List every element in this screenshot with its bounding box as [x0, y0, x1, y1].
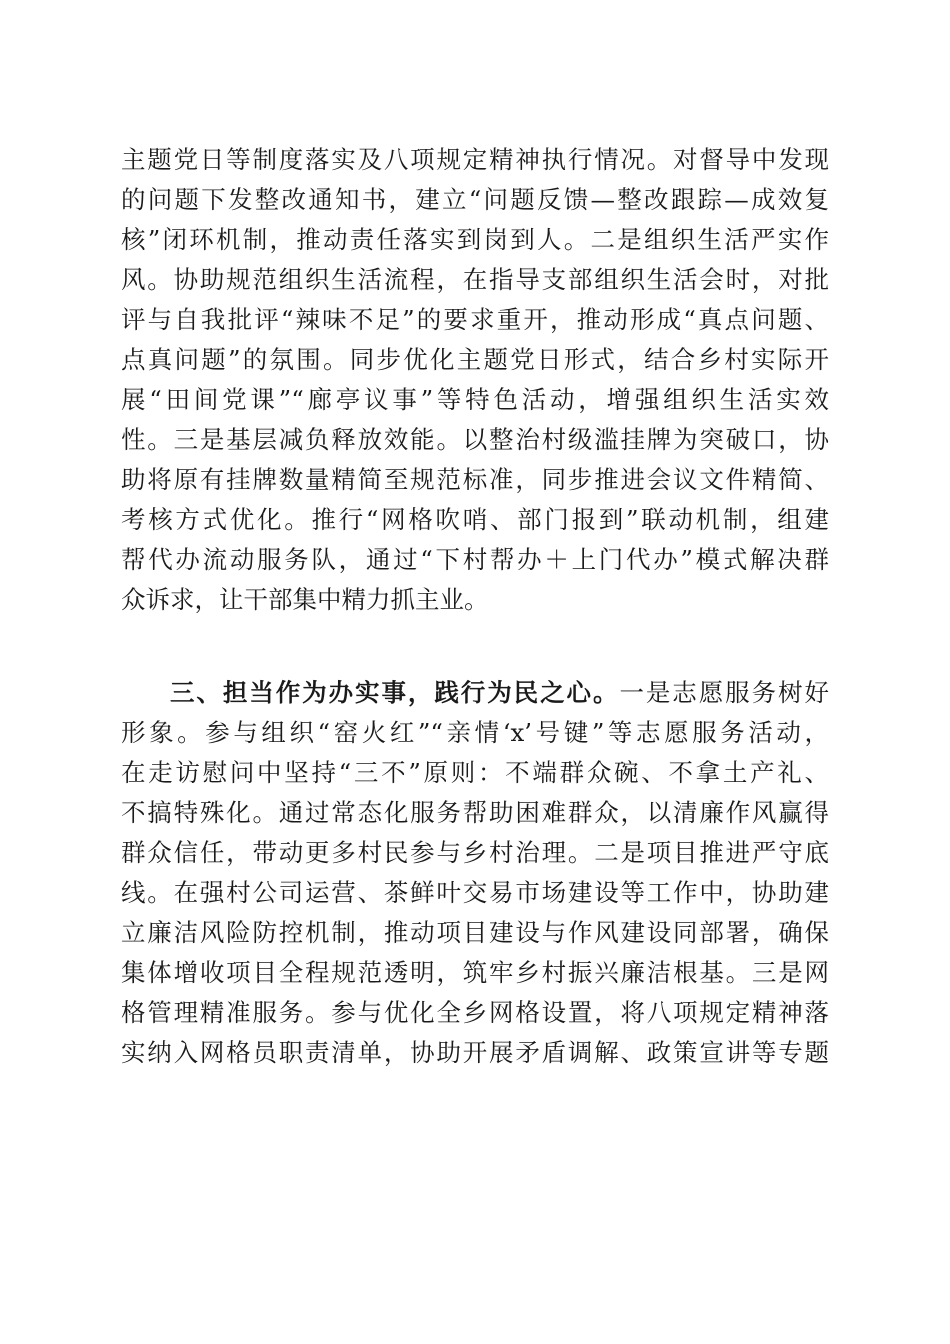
paragraph-line: 风。协助规范组织生活流程，在指导支部组织生活会时，对批: [121, 265, 829, 294]
paragraph-line: 助将原有挂牌数量精简至规范标准，同步推进会议文件精简、: [121, 465, 829, 494]
paragraph-line: 主题党日等制度落实及八项规定精神执行情况。对督导中发现: [121, 145, 829, 174]
paragraph-line: 在走访慰问中坚持“三不”原则：不端群众碗、不拿土产礼、: [121, 758, 829, 787]
section-heading: 三、担当作为办实事，践行为民之心。: [170, 678, 620, 707]
paragraph-line: 展“田间党课”“廊亭议事”等特色活动，增强组织生活实效: [121, 385, 829, 414]
paragraph-line: 帮代办流动服务队，通过“下村帮办＋上门代办”模式解决群: [121, 545, 829, 574]
paragraph-line: 形象。参与组织“窑火红”“亲情‘x’号键”等志愿服务活动，: [121, 718, 829, 747]
paragraph-serve-the-people: [121, 673, 829, 1073]
paragraph-line: 核”闭环机制，推动责任落实到岗到人。二是组织生活严实作: [121, 225, 829, 254]
paragraph-line: 线。在强村公司运营、茶鲜叶交易市场建设等工作中，协助建: [121, 878, 829, 907]
paragraph-line: 格管理精准服务。参与优化全乡网格设置，将八项规定精神落: [121, 998, 829, 1027]
paragraph-line: 评与自我批评“辣味不足”的要求重开，推动形成“真点问题、: [121, 305, 829, 334]
paragraph-line: 集体增收项目全程规范透明，筑牢乡村振兴廉洁根基。三是网: [121, 958, 829, 987]
paragraph-line: 点真问题”的氛围。同步优化主题党日形式，结合乡村实际开: [121, 345, 829, 374]
paragraph-line: 不搞特殊化。通过常态化服务帮助困难群众，以清廉作风赢得: [121, 798, 829, 827]
paragraph-organization-life: [121, 140, 829, 620]
section-heading-continuation: 一是志愿服务树好: [619, 678, 829, 707]
paragraph-line: 考核方式优化。推行“网格吹哨、部门报到”联动机制，组建: [121, 505, 829, 534]
paragraph-line: 立廉洁风险防控机制，推动项目建设与作风建设同部署，确保: [121, 918, 829, 947]
paragraph-line: 性。三是基层减负释放效能。以整治村级滥挂牌为突破口，协: [121, 425, 829, 454]
paragraph-line: 的问题下发整改通知书，建立“问题反馈—整改跟踪—成效复: [121, 185, 829, 214]
paragraph-line: 众诉求，让干部集中精力抓主业。: [121, 585, 489, 614]
paragraph-line: 实纳入网格员职责清单，协助开展矛盾调解、政策宣讲等专题: [121, 1038, 829, 1067]
section-first-line: [121, 673, 829, 713]
paragraph-line: 群众信任，带动更多村民参与乡村治理。二是项目推进严守底: [121, 838, 829, 867]
